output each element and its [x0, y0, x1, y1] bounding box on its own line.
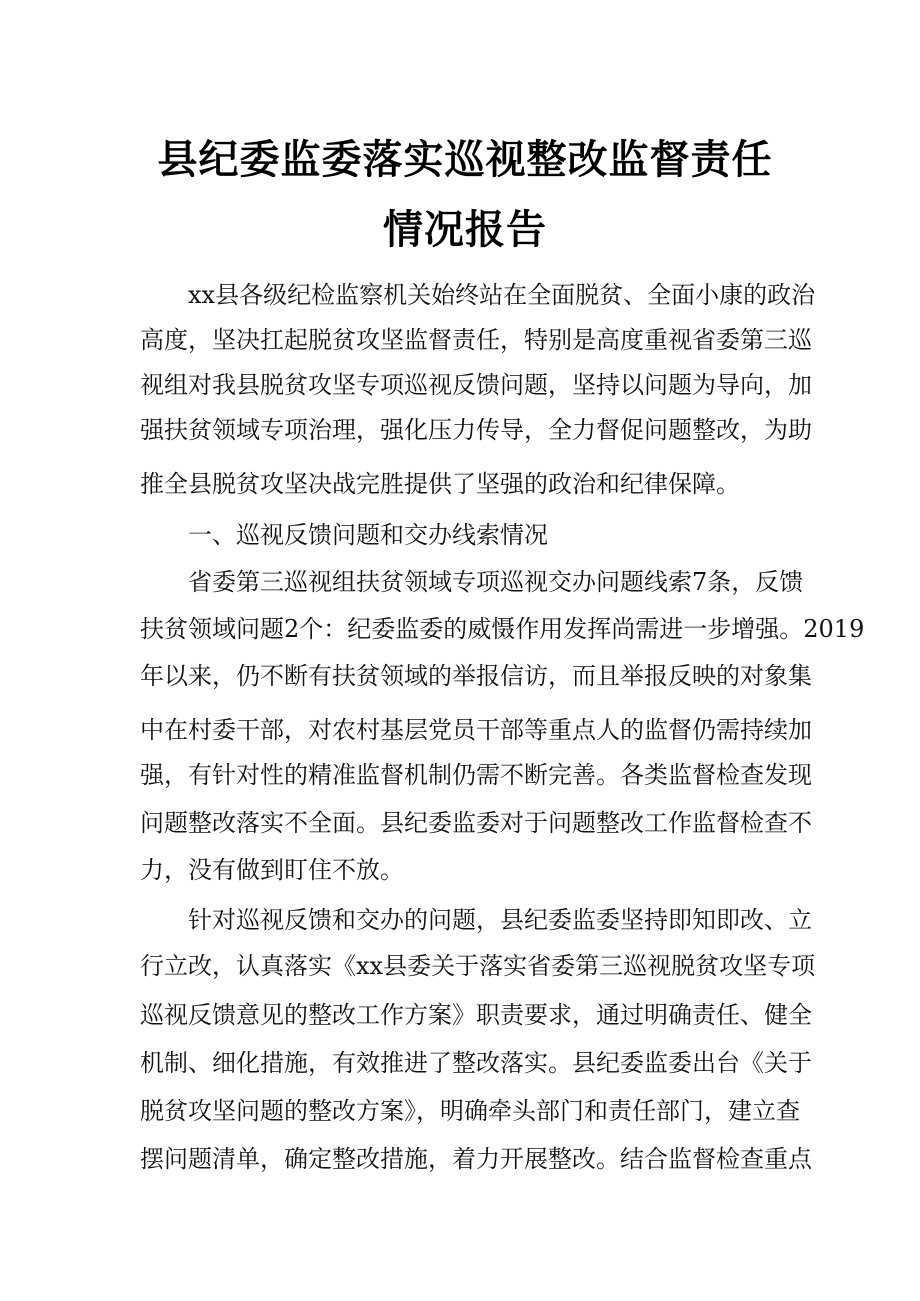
body-text-line: 力，没有做到盯住不放。: [140, 856, 404, 884]
body-text-line: xx县各级纪检监察机关始终站在全面脱贫、全面小康的政治: [188, 281, 816, 309]
body-text-line: 中在村委干部，对农村基层党员干部等重点人的监督仍需持续加: [140, 716, 812, 744]
body-text-line: 强扶贫领域专项治理，强化压力传导，全力督促问题整改，为助: [140, 416, 812, 444]
body-text-line: 问题整改落实不全面。县纪委监委对于问题整改工作监督检查不: [140, 809, 812, 837]
body-text-line: 脱贫攻坚问题的整改方案》，明确牵头部门和责任部门，建立查: [140, 1097, 800, 1125]
body-text-line: 省委第三巡视组扶贫领域专项巡视交办问题线索7条，反馈: [188, 568, 804, 596]
body-text-line: 摆问题清单，确定整改措施，着力开展整改。结合监督检查重点: [140, 1145, 812, 1173]
body-text-line: 机制、细化措施，有效推进了整改落实。县纪委监委出台《关于: [140, 1049, 812, 1077]
body-text-line: 强，有针对性的精准监督机制仍需不断完善。各类监督检查发现: [140, 761, 812, 789]
body-text-line: 扶贫领域问题2个：纪委监委的威慑作用发挥尚需进一步增强。2019: [140, 615, 865, 643]
body-text-line: 视组对我县脱贫攻坚专项巡视反馈问题，坚持以问题为导向，加: [140, 371, 812, 399]
body-text-line: 巡视反馈意见的整改工作方案》职责要求，通过明确责任、健全: [140, 1001, 812, 1029]
document-title-line-1: 县纪委监委落实巡视整改监督责任: [157, 137, 773, 183]
body-text-line: 行立改，认真落实《xx县委关于落实省委第三巡视脱贫攻坚专项: [140, 952, 816, 980]
body-text-line: 针对巡视反馈和交办的问题，县纪委监委坚持即知即改、立: [188, 906, 812, 934]
body-text-line: 高度，坚决扛起脱贫攻坚监督责任，特别是高度重视省委第三巡: [140, 326, 812, 354]
section-heading: 一、巡视反馈问题和交办线索情况: [188, 521, 548, 549]
body-text-line: 推全县脱贫攻坚决战完胜提供了坚强的政治和纪律保障。: [140, 470, 740, 498]
body-text-line: 年以来，仍不断有扶贫领域的举报信访，而且举报反映的对象集: [140, 662, 812, 690]
document-title-line-2: 情况报告: [383, 207, 547, 253]
